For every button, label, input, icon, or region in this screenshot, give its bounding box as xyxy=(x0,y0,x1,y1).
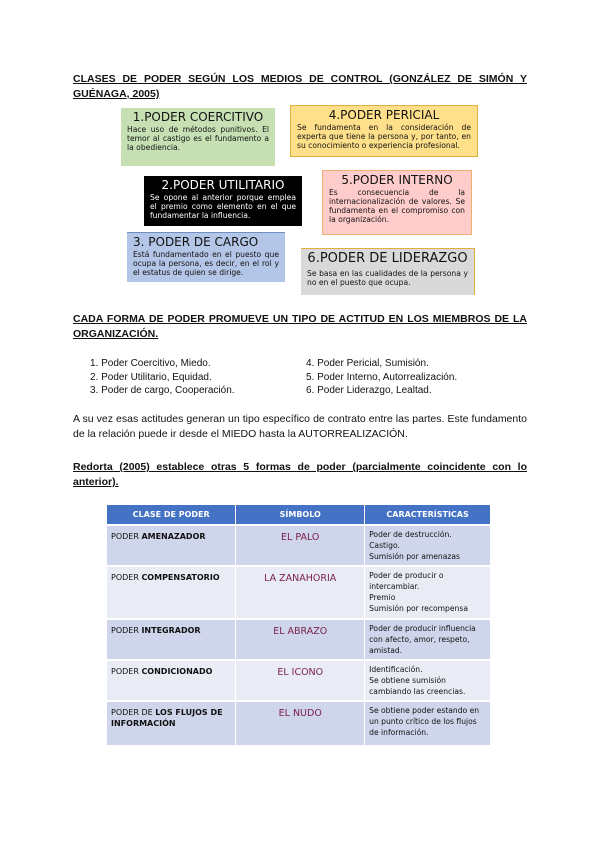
cell-clase xyxy=(107,619,236,660)
box-title: 1.PODER COERCITIVO xyxy=(132,110,264,124)
box-text: Está fundamentado en el puesto que ocupa la persona, es decir, en el rol y el estatus de quien se dirige. xyxy=(133,250,279,277)
cell-simbolo: EL PALO xyxy=(236,525,365,566)
clase-prefix: PODER xyxy=(111,667,142,676)
caracteristica-line: Poder de destrucción. xyxy=(369,530,452,539)
clase-prefix: PODER xyxy=(111,532,142,541)
table-header-row xyxy=(107,505,491,525)
clase-name: INTEGRADOR xyxy=(141,626,201,635)
caracteristica-line: Poder de producir influencia con afecto, amor, respeto, amistad. xyxy=(369,624,476,655)
box-text: Se opone al anterior porque emplea el premio como elemento en el que fundamentar la influencia. xyxy=(150,193,296,220)
clase-name: LOS FLUJOS DE INFORMACIÓN xyxy=(111,708,223,728)
caracteristica-line: Castigo. xyxy=(369,541,400,550)
cell-caracteristicas xyxy=(365,619,491,660)
box-title: 5.PODER INTERNO xyxy=(341,173,453,187)
box-text: Se basa en las cualidades de la persona y no en el puesto que ocupa. xyxy=(307,269,468,287)
cell-clase xyxy=(107,660,236,701)
cell-clase xyxy=(107,701,236,745)
cell-caracteristicas xyxy=(365,660,491,701)
list-item: 5. Poder Interno, Autorrealización. xyxy=(306,371,458,383)
list-item: 2. Poder Utilitario, Equidad. xyxy=(90,371,212,383)
cell-caracteristicas xyxy=(365,525,491,566)
heading-clases-de-poder: CLASES DE PODER SEGÚN LOS MEDIOS DE CONTROL (GONZÁLEZ DE SIMÓN Y GUÉNAGA, 2005) xyxy=(73,73,527,100)
cell-simbolo: LA ZANAHORIA xyxy=(236,566,365,619)
table-row xyxy=(107,566,491,619)
box-poder-utilitario xyxy=(144,176,302,226)
table-row xyxy=(107,701,491,745)
table-row xyxy=(107,525,491,566)
header-simbolo: SÍMBOLO xyxy=(236,505,365,525)
clase-prefix: PODER xyxy=(111,573,142,582)
list-item: 6. Poder Liderazgo, Lealtad. xyxy=(306,385,432,396)
power-table xyxy=(107,505,491,745)
box-title: 2.PODER UTILITARIO xyxy=(161,178,285,192)
clase-prefix: PODER xyxy=(111,626,142,635)
caracteristica-line: Poder de producir o intercambiar. xyxy=(369,571,444,591)
cell-clase xyxy=(107,566,236,619)
caracteristica-line: Se obtiene sumisión cambiando las creencias. xyxy=(369,676,466,696)
box-poder-de-cargo xyxy=(127,232,285,282)
box-title: 4.PODER PERICIAL xyxy=(328,108,440,122)
list-item: 1. Poder Coercitivo, Miedo. xyxy=(90,358,211,369)
box-poder-coercitivo xyxy=(121,108,275,166)
box-text: Es consecuencia de la internacionalización de valores. Se fundamenta en el compromiso con la organización. xyxy=(329,188,465,224)
cell-clase xyxy=(107,525,236,566)
box-text: Se fundamenta en la consideración de experta que tiene la persona y, por tanto, en su conocimiento o experiencia profesional. xyxy=(297,123,471,150)
header-clase: CLASE DE PODER xyxy=(107,505,236,525)
heading-actitudes: CADA FORMA DE PODER PROMUEVE UN TIPO DE ACTITUD EN LOS MIEMBROS DE LA ORGANIZACIÓN. xyxy=(73,313,527,340)
table-row xyxy=(107,660,491,701)
list-left xyxy=(90,357,235,398)
caracteristica-line: Identificación. xyxy=(369,665,423,674)
cell-caracteristicas xyxy=(365,566,491,619)
caracteristica-line: Sumisión por amenazas xyxy=(369,552,460,561)
clase-name: AMENAZADOR xyxy=(141,532,206,541)
header-caracteristicas: CARACTERÍSTICAS xyxy=(365,505,491,525)
list-item: 4. Poder Pericial, Sumisión. xyxy=(306,358,429,369)
box-poder-de-liderazgo xyxy=(301,248,475,295)
cell-caracteristicas xyxy=(365,701,491,745)
heading-redorta: Redorta (2005) establece otras 5 formas de poder (parcialmente coincidente con lo anterior). xyxy=(73,461,527,488)
caracteristica-line: Premio xyxy=(369,593,396,602)
list-item: 3. Poder de cargo, Cooperación. xyxy=(90,385,235,396)
box-title: 6.PODER DE LIDERAZGO xyxy=(307,251,468,266)
caracteristica-line: Sumisión por recompensa xyxy=(369,604,468,613)
box-poder-pericial xyxy=(290,105,478,157)
table-row xyxy=(107,619,491,660)
cell-simbolo: EL ABRAZO xyxy=(236,619,365,660)
cell-simbolo: EL NUDO xyxy=(236,701,365,745)
cell-simbolo: EL ICONO xyxy=(236,660,365,701)
box-title: 3. PODER DE CARGO xyxy=(133,235,259,249)
paragraph-actitudes: A su vez esas actitudes generan un tipo específico de contrato entre las partes. Este fundamento de la relación puede ir desde el MIEDO hasta la AUTORREALIZACIÓN. xyxy=(73,413,527,440)
box-poder-interno xyxy=(322,170,472,235)
box-text: Hace uso de métodos punitivos. El temor al castigo es el fundamento a la obediencia. xyxy=(127,125,269,152)
caracteristica-line: Se obtiene poder estando en un punto crítico de los flujos de información. xyxy=(369,706,480,737)
clase-name: COMPENSATORIO xyxy=(141,573,220,582)
list-right xyxy=(306,357,457,398)
clase-name: CONDICIONADO xyxy=(141,667,213,676)
clase-prefix: PODER DE xyxy=(111,708,156,717)
